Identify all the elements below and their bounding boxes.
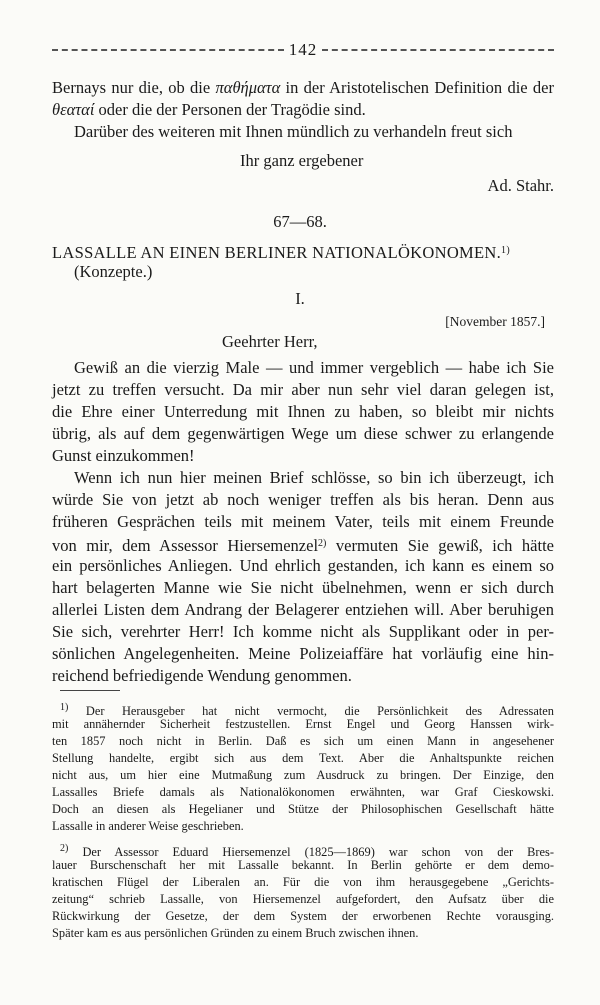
part-number: I. [295, 289, 305, 308]
p1-line-1: Gewiß an die vierzig Male — und immer vergeblich — habe ich Sie [74, 358, 554, 377]
p2-line-9: sönlichen Angelegenheiten. Meine Polizeiaffäre hat vorläufig eine hin- [52, 644, 554, 663]
p1-line-4: übrig, als auf dem gegenwärtigen Wege um diese schwer zu erlangende [52, 424, 554, 443]
footnote-1-line-5: nicht aus, um hier eine Mutmaßung zum Ausdruck zu bringen. Der Einzige, den [52, 768, 554, 782]
signature: Ad. Stahr. [487, 176, 554, 195]
footnote-1-line-4: Stellung handelte, ergibt sich aus dem Text. Aber die Anhaltspunkte reichen [52, 751, 554, 765]
footnote-2-line-1: $^{2)}$ Der Assessor Eduard Hiersemenzel (1825—1869) war schon von der Bres- [60, 843, 554, 859]
footnote-marker: 2) [60, 843, 69, 854]
page-number: 142 [288, 40, 318, 59]
letter-end-line-1: Bernays nur die, ob die παθήματα in der Aristotelischen Definition die der [52, 78, 554, 97]
letter-end-line-3: Darüber des weiteren mit Ihnen mündlich zu verhandeln freut sich [74, 122, 513, 141]
p2-line-10: reichend befriedigende Wendung genommen. [52, 666, 352, 685]
page-header [52, 40, 554, 60]
p2-line-5: ein persönliches Anliegen. Und ehrlich gestanden, ich kann es einem so [52, 556, 554, 575]
p2-line-4: von mir, dem Assessor Hiersemenzel$^{2)}$ vermuten Sie gewiß, ich hätte [52, 536, 554, 555]
p1-line-5: Gunst einzukommen! [52, 446, 195, 465]
footnote-2-line-2: lauer Burschenschaft her mit Lassalle bekannt. In Berlin gehörte er dem demo- [52, 858, 554, 872]
footnote-1-line-8: Lassalle in anderer Weise geschrieben. [52, 819, 244, 833]
p2-line-3: früheren Gesprächen teils mit meinem Vater, teils mit einem Freunde [52, 512, 554, 531]
p2-line-6: hart belagerten Manne wie Sie nicht übelnehmen, wenn er sich durch [52, 578, 554, 597]
p1-line-2: jetzt zu treffen versucht. Da mir aber nun sehr viel daran gelegen ist, [52, 380, 554, 399]
footnote-1-line-3: ten 1857 noch nicht in Berlin. Daß es sich um einen Mann in angesehener [52, 734, 554, 748]
letter-end-line-2: θεαταί oder die der Personen der Tragödie sind. [52, 100, 366, 119]
p2-line-2: würde Sie von jetzt ab noch weniger treffen als bis heran. Denn aus [52, 490, 554, 509]
letter-number: 67—68. [273, 212, 327, 231]
footnote-marker: 1) [60, 702, 69, 713]
footnote-2-line-4: zeitung“ schrieb Lassalle, von Hiersemenzel aufgefordert, den Aufsatz über die [52, 892, 554, 906]
footnote-1-line-1: $^{1)}$ Der Herausgeber hat nicht vermocht, die Persönlichkeit des Adressaten [60, 702, 554, 718]
footnote-2-line-6: Später kam es aus persönlichen Gründen zu einem Bruch zwischen ihnen. [52, 926, 419, 940]
closing-formula: Ihr ganz ergebener [240, 151, 364, 170]
p2-line-7: allerlei Listen dem Andrang der Belagerer entziehen will. Aber beruhigen [52, 600, 554, 619]
section-subtitle: (Konzepte.) [74, 262, 153, 281]
p2-line-1: Wenn ich nun hier meinen Brief schlösse, so bin ich überzeugt, ich [74, 468, 554, 487]
section-title: LASSALLE AN EINEN BERLINER NATIONALÖKONOMEN.$^{1)}$ [52, 243, 510, 262]
letter-date: [November 1857.] [445, 314, 545, 329]
footnote-2-line-3: kratischen Flügel der Liberalen an. Für die von ihm herausgegebene „Gerichts- [52, 875, 554, 889]
footnote-ref: 2) [318, 538, 327, 549]
footnote-2-line-5: Rückwirkung der Gesetze, der dem System der erworbenen Rechte vorausging. [52, 909, 554, 923]
footnote-1-line-7: Doch an diesen als Hegelianer und Stütze der Philosophischen Gesellschaft hätte [52, 802, 554, 816]
p1-line-3: die Ehre einer Unterredung mit Ihnen zu haben, so bleibt mir nichts [52, 402, 554, 421]
p2-line-8: Sie sich, verehrter Herr! Ich komme nicht als Supplikant oder in per- [52, 622, 554, 641]
greek-word: θεαταί [52, 100, 95, 119]
footnote-ref: 1) [501, 245, 510, 256]
salutation: Geehrter Herr, [222, 332, 318, 351]
footnote-1-line-6: Lassalles Briefe damals als Nationalökonomen erwähnten, war Graf Cieskowski. [52, 785, 554, 799]
footnote-1-line-2: mit annähernder Sicherheit festzustellen. Ernst Engel und Georg Hanssen wirk- [52, 717, 554, 731]
header-rule-right [322, 49, 554, 51]
footnote-divider [60, 690, 120, 691]
greek-word: παθήματα [215, 78, 281, 97]
